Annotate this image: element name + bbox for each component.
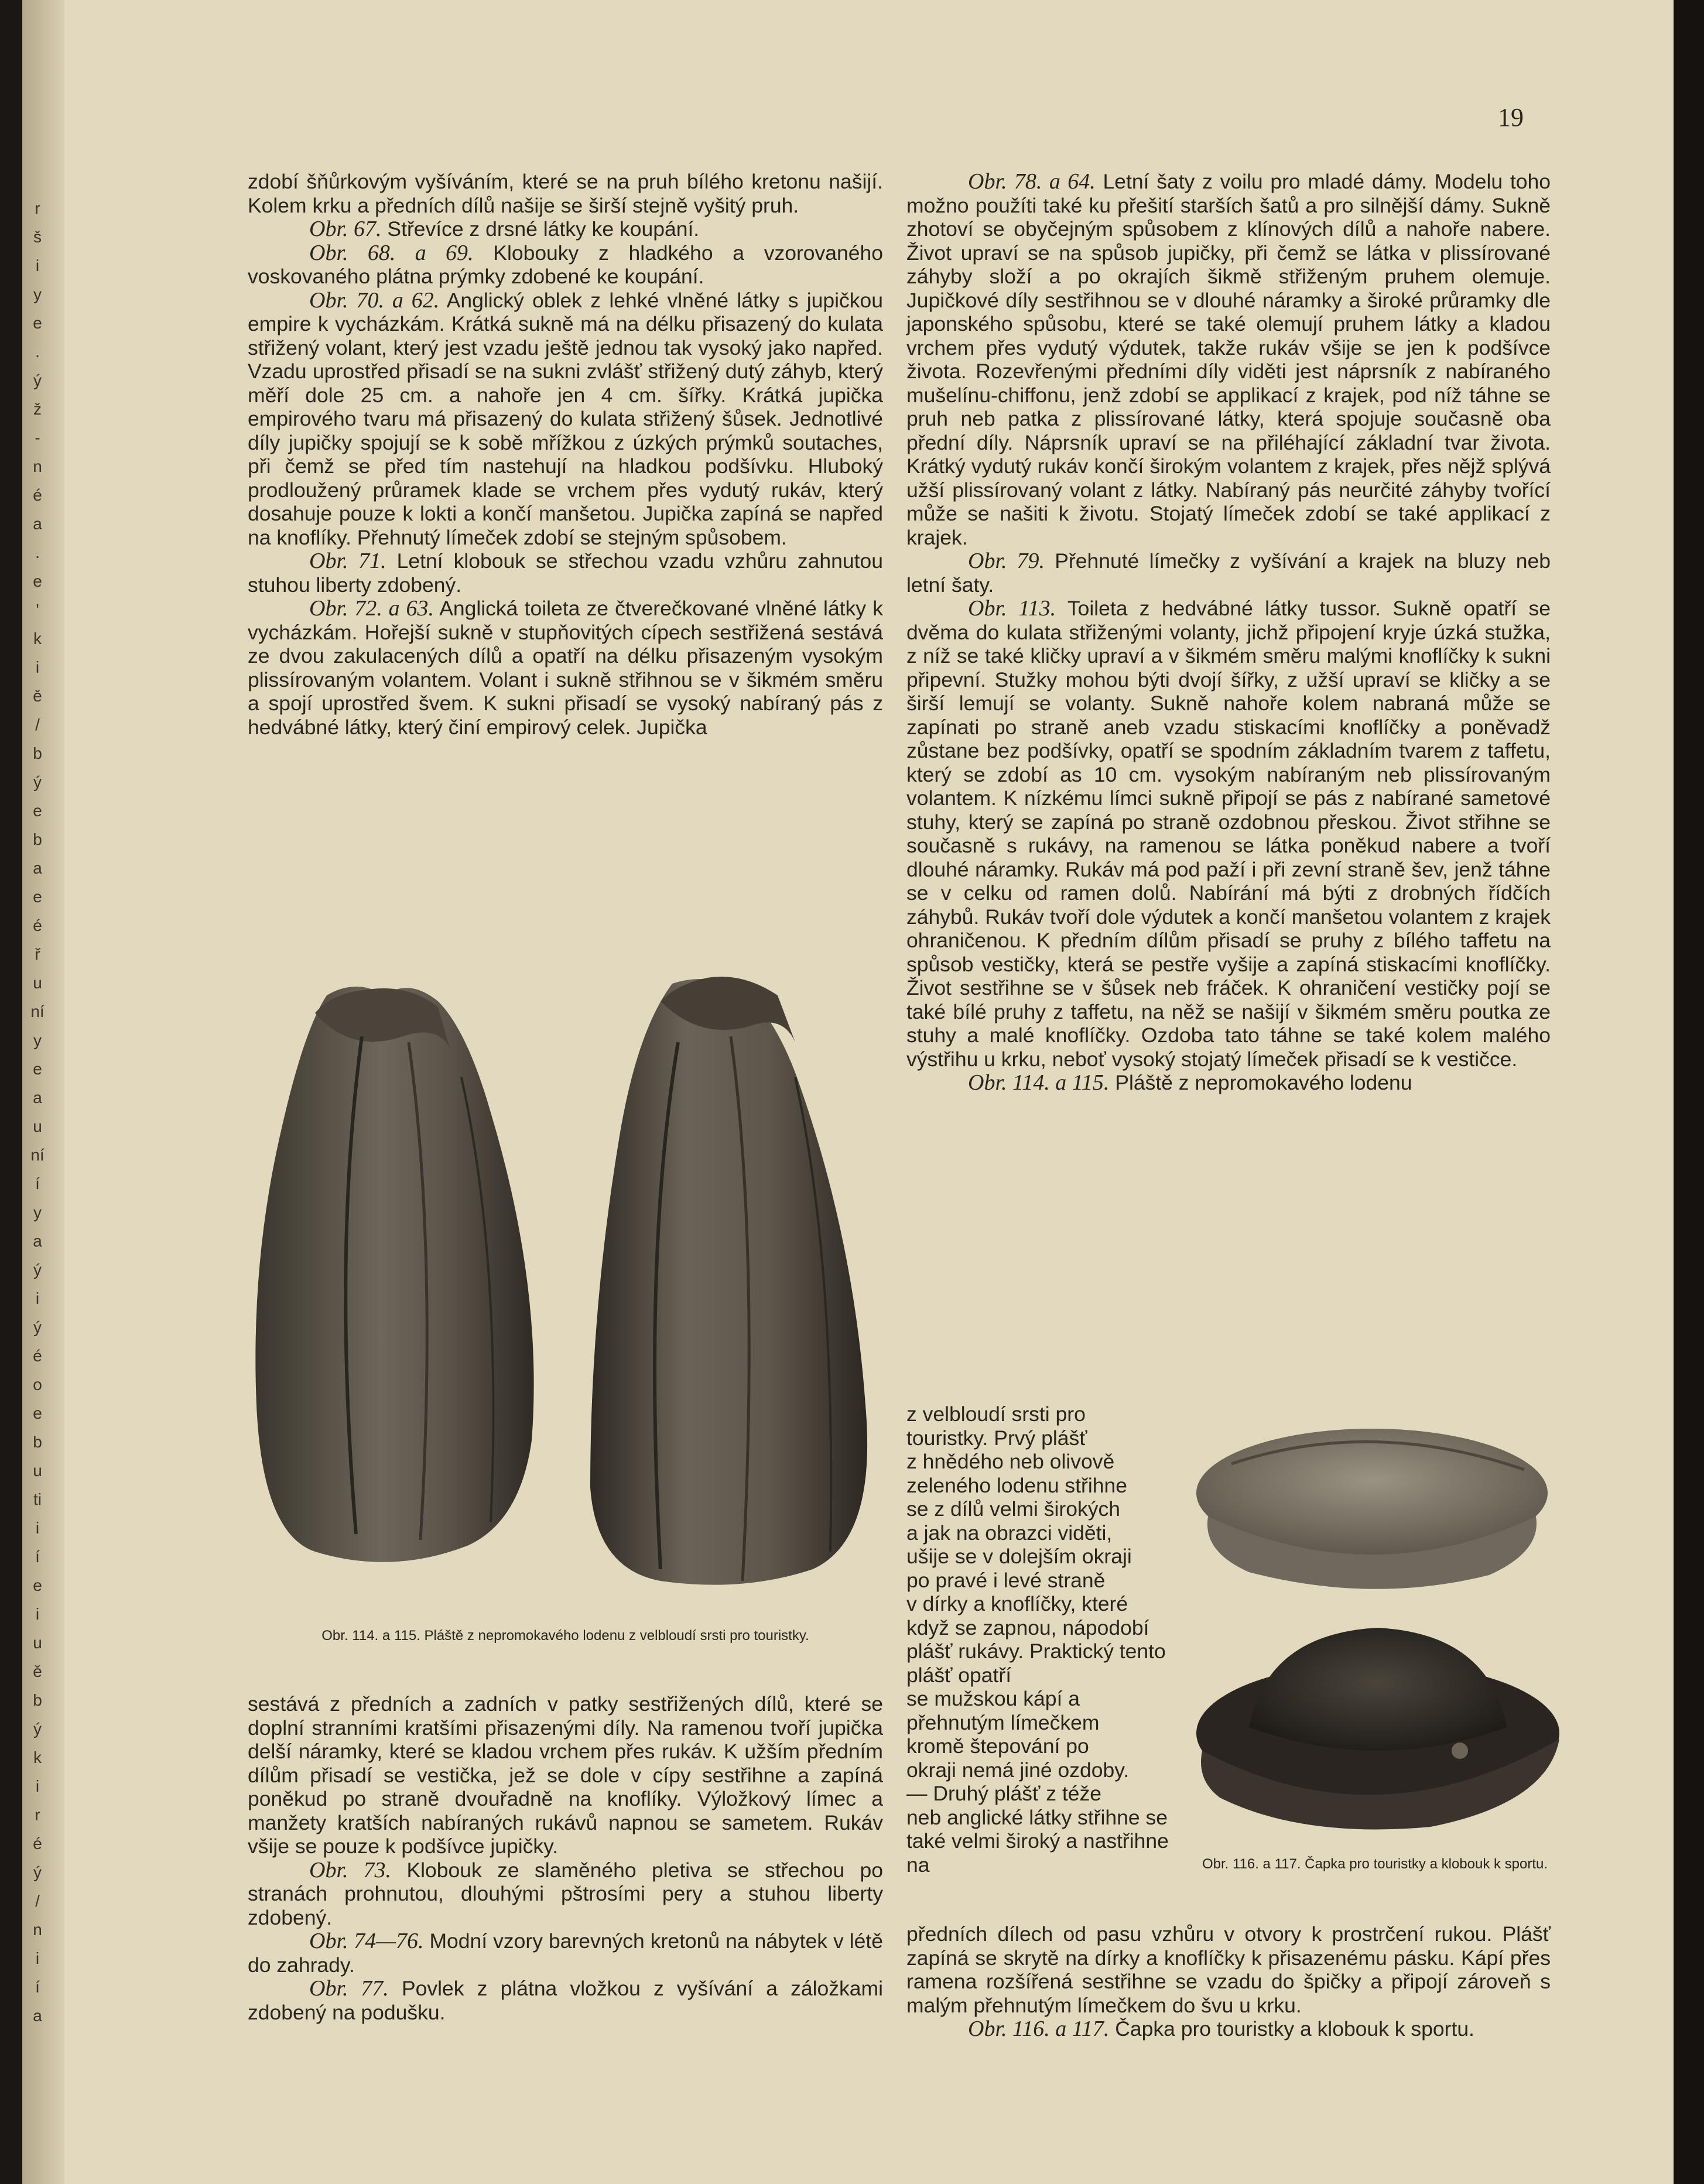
gutter-letter: e (33, 802, 42, 820)
wrap-line: když se zapnou, nápodobí plášť rukávy. Praktický tento plášť opatří (906, 1615, 1166, 1687)
gutter-letter: r (35, 1806, 40, 1824)
figure-ref: Obr. 78. a 64. (968, 169, 1096, 194)
wrap-line: se mužskou kápí a přehnutým límečkem (906, 1687, 1100, 1734)
gutter-letter: i (35, 1605, 40, 1623)
gutter-letter: b (33, 744, 42, 762)
gutter-letter: - (35, 429, 40, 447)
left-column-top (248, 170, 883, 739)
left-column-bottom (248, 1692, 883, 2024)
gutter-letter: ě (33, 1662, 42, 1680)
gutter-letter: u (33, 1634, 42, 1652)
paragraph-obr-77: Obr. 77. Povlek z plátna vložkou z vyšívání a záložkami zdobený na podušku. (248, 1976, 883, 2024)
magazine-page (22, 0, 1674, 2184)
figure-ref: Obr. 68. a 69. (309, 240, 474, 265)
wrap-line: — Druhý plášť z téže (906, 1782, 1101, 1805)
gutter-letter: i (35, 658, 40, 676)
wrap-line: okraji nemá jiné ozdoby. (906, 1758, 1130, 1782)
gutter-letter: y (33, 1203, 42, 1221)
gutter-letter: ř (35, 945, 40, 963)
gutter-letter: r (35, 199, 40, 217)
gutter-letter: é (33, 916, 42, 934)
figure-ref: Obr. 74—76. (309, 1929, 424, 1953)
paragraph-obr-71: Obr. 71. Letní klobouk se střechou vzadu vzhůru zahnutou stuhou liberty zdobený. (248, 549, 883, 597)
gutter-letter: e (33, 1060, 42, 1078)
paragraph-obr-74: Obr. 74—76. Modní vzory barevných kretonů na nábytek v létě do zahrady. (248, 1929, 883, 1977)
gutter-letter: e (33, 1404, 42, 1422)
gutter-letter: ý (33, 1863, 42, 1881)
gutter-letter: š (33, 228, 42, 246)
gutter-letter: e (33, 888, 42, 906)
capes-illustration (215, 960, 906, 1622)
paragraph-obr-79: Obr. 79. Přehnuté límečky z vyšívání a krajek na bluzy neb letní šaty. (906, 549, 1551, 597)
gutter-letter: é (33, 486, 42, 504)
capes-drawing (215, 960, 906, 1622)
gutter-letter: y (33, 1031, 42, 1049)
gutter-letter: o (33, 1375, 42, 1394)
figure-ref: Obr. 70. a 62. (309, 287, 440, 313)
gutter-letter: / (35, 1892, 40, 1910)
page-number: 19 (1498, 103, 1524, 132)
sport-hat (1196, 1628, 1559, 1829)
figure-ref: Obr. 71. (309, 549, 386, 573)
wrap-line: v dírky a knoflíčky, které (906, 1592, 1128, 1615)
gutter-letter: í (35, 1548, 40, 1566)
figure-ref: Obr. 113. (968, 596, 1056, 621)
gutter-letter: e (33, 314, 42, 332)
paragraph-obr-113: Obr. 113. Toileta z hedvábné látky tussor. Sukně opatří se dvěma do kulata střiženými volanty, jichž připojení kryje úzká stužka, z níž se také kličky upraví a v šikmém směru malými knoflíčky k sukni připevní. Stužky mohou býti dvojí šířky, z užší upraví se kličky a se širší lemují se volanty. Sukně nahoře kolem nabraná může se zapínati po straně aneb vzadu stiskacími knoflíčky a poněvadž zůstane bez podšívky, opatří se spodním základním tvarem z taffetu, který se zdobí as 10 cm. vysokým nabíraným neb plissírovaným volantem. K nízkému límci sukně připojí se pás z nabírané sametové stuhy, který se zapíná po straně ozdobnou přeskou. Život střihne se současně s rukávy, na ramenou se látka poněkud nabere a tvoří dlouhé náramky. Rukáv má pod paží i při zevní straně šev, jenž táhne se v celku od ramen dolů. Nabírání má býti z drobných řídčích záhybů. Rukáv tvoří dole výdutek a končí manšetou volantem z krajek ohraničenou. K předním dílům přisadí se pruhy z bílého taffetu na spůsob vestičky, která se pestře vyšije a zapíná stiskacími knoflíčky. Život sestřihne se v šůsek neb fráček. K ohraničení vestičky pojí se také bílé pruhy z taffetu, na něž se našijí v šikmém směru poutka ze stuhy a malé knoflíčky. Ozdoba tato táhne se také kolem malého výstřihu u krku, neboť vysoký stojatý límeček přisadí se k vestičce. (906, 596, 1551, 1071)
figure-ref: Obr. 114. a 115. (968, 1070, 1110, 1095)
gutter-letter: i (35, 1289, 40, 1307)
right-column (906, 170, 1551, 1095)
paragraph: zdobí šňůrkovým vyšíváním, které se na pruh bílého kretonu našijí. Kolem krku a předních dílů našije se širší stejně vyšitý pruh. (248, 170, 883, 217)
wrap-line: kromě štepování po (906, 1734, 1089, 1758)
touring-cap (1196, 1429, 1548, 1589)
gutter-letter: í (35, 1175, 40, 1193)
paragraph-obr-78: Obr. 78. a 64. Letní šaty z voilu pro mladé dámy. Modelu toho možno použíti také ku přešití starších šatů a pro silnější dámy. Sukně zhotoví se obyčejným spůsobem z klínových dílů a nahoře nabere. Život upraví se na spůsob jupičky, při čemž se látka v plissírované záhyby složí a po okrajích šikmě střiženým pruhem olemuje. Jupičkové díly sestřihnou se v dlouhé náramky a široké průramky dle japonského spůsobu, které se také olemují pruhem látky a kladou vrchem přes vydutý výdutek, takže rukáv všije se jen k podšívce života. Rozevřenými předními díly viděti jest náprsník z nabíraného mušelínu-chiffonu, jenž zdobí se applikací z krajek, pod níž táhne se pruh neb patka z plissírované látky, která spojuje současně oba přední díly. Náprsník upraví se na přiléhající základní tvar života. Krátký vydutý rukáv končí širokým volantem z krajek, přes nějž splývá užší plissírovaný volant z látky. Nabíraný pás neurčité záhyby tvořící může se našiti k životu. Stojatý límeček zdobí se také applikací z krajek. (906, 169, 1551, 549)
gutter-letter: ě (33, 687, 42, 705)
wrap-line: po pravé i levé straně (906, 1568, 1106, 1592)
figure-ref: Obr. 116. a 117. (968, 2017, 1110, 2041)
gutter-letter: ní (30, 1146, 45, 1164)
gutter-letter: . (35, 343, 40, 361)
gutter-letter: / (35, 716, 40, 734)
gutter-letter: ý (33, 773, 42, 791)
figure-ref: Obr. 67. (309, 217, 382, 241)
hats-wrap-text (906, 1402, 1182, 1877)
paragraph-obr-70: Obr. 70. a 62. Anglický oblek z lehké vlněné látky s jupičkou empire k vycházkám. Krátká sukně má na délku přisazený do kulata střižený volant, který jest vzadu ještě jednou tak vysoký jako napřed. Vzadu uprostřed přisadí se na sukni zvlášť střižený dutý záhyb, který měří dole 25 cm. a nahoře jen 4 cm. šířky. Krátká jupička empirového tvaru má přisazený do kulata střižený šůsek. Jednotlivé díly jupičky spojují se k sobě mřížkou z úzkých prýmků soutaches, při čemž se před tím nastehují na hladkou podšívku. Hluboký prodloužený průramek klade se vrchem přes vydutý rukáv, který dosahuje pouze k lokti a končí manšetou. Jupička zapíná se napřed na knoflíky. Přehnutý límeček zdobí se stejným spůsobem. (248, 287, 883, 549)
wrap-line: a jak na obrazci viděti, (906, 1521, 1113, 1545)
gutter-letter: n (33, 457, 42, 475)
wrap-line: touristky. Prvý plášť (906, 1426, 1087, 1450)
gutter-letter: é (33, 1347, 42, 1365)
paragraph-obr-68: Obr. 68. a 69. Klobouky z hladkého a vzorovaného voskovaného plátna prýmky zdobené ke koupání. (248, 240, 883, 288)
gutter-letter: . (35, 543, 40, 562)
figure-ref: Obr. 73. (309, 1857, 392, 1882)
hats-drawing (1185, 1423, 1571, 1844)
gutter-letter: é (33, 1834, 42, 1853)
gutter-letter: u (33, 1461, 42, 1480)
gutter-letter: ž (33, 400, 42, 418)
paragraph-obr-116: Obr. 116. a 117. Čapka pro touristky a klobouk k sportu. (968, 2017, 1474, 2041)
paragraph: sestává z předních a zadních v patky sestřižených dílů, které se doplní stranními kratšími přisazenými díly. Na ramenou tvoří jupička delší náramky, které se kladou vrchem přes rukáv. K užším předním dílům přisadí se vestička, jež se dole v cípy sestřihne a zapíná poněkud po straně dvouřadně na knoflíky. Výložkový límec a manžety kratších nabíraných rukávů napnou se sametem. Rukáv všije se pouze k podšívce jupičky. (248, 1692, 883, 1858)
gutter-letter: k (33, 1748, 42, 1767)
gutter-letter: ti (33, 1490, 42, 1508)
gutter-letter: a (33, 859, 42, 877)
figure-ref: Obr. 77. (309, 1976, 389, 2001)
gutter-letter: i (35, 256, 40, 275)
wrap-line: zeleného lodenu střihne (906, 1473, 1127, 1497)
gutter-letter: e (33, 572, 42, 590)
wrap-line: se z dílů velmi širokých (906, 1497, 1120, 1521)
gutter-letter: n (33, 1921, 42, 1939)
gutter-letter: b (33, 830, 42, 848)
wrap-line: neb anglické látky střihne se také velmi široký a nastřihne na (906, 1805, 1169, 1877)
gutter-letter: y (33, 285, 42, 303)
gutter-letter: ní (30, 1002, 45, 1021)
gutter-letter: i (35, 1777, 40, 1795)
gutter-letter: a (33, 2007, 42, 2025)
gutter-letter: k (33, 629, 42, 648)
gutter-letter: ý (33, 371, 42, 389)
gutter-letter: a (33, 515, 42, 533)
gutter-letter: ý (33, 1261, 42, 1279)
wrap-line: z velbloudí srsti pro (906, 1402, 1086, 1426)
wrap-line: ušije se v dolejším okraji (906, 1545, 1132, 1568)
page-edge-shadow (1674, 0, 1704, 2184)
paragraph: předních dílech od pasu vzhůru v otvory k prostrčení rukou. Plášť zapíná se skrytě na dírky a knoflíčky k přisazenému pásku. Kápí přes ramena rozšířená sestřihne se vzadu do špičky a připojí zároveň s malým přehnutým límečkem do švu u krku. (906, 1922, 1551, 2017)
hats-caption: Obr. 116. a 117. Čapka pro touristky a klobouk k sportu. (1202, 1856, 1548, 1872)
gutter-letter: u (33, 1117, 42, 1135)
gutter-letter: b (33, 1691, 42, 1709)
gutter-letter: ý (33, 1318, 42, 1336)
right-column-bottom (906, 1922, 1551, 2041)
gutter-letter: a (33, 1232, 42, 1250)
cape-right (590, 979, 867, 1585)
paragraph-obr-73: Obr. 73. Klobouk ze slaměného pletiva se střechou po stranách prohnutou, dlouhými pštrosími pery a stuhou liberty zdobený. (248, 1857, 883, 1929)
wrap-line: z hnědého neb olivově (906, 1450, 1115, 1473)
figure-ref: Obr. 79. (968, 549, 1045, 573)
gutter-letter: a (33, 1088, 42, 1107)
facing-page-gutter (22, 0, 64, 2184)
hats-illustration (1185, 1423, 1571, 1844)
gutter-letter: ' (36, 601, 39, 619)
paragraph-obr-114: Obr. 114. a 115. Pláště z nepromokavého lodenu (968, 1070, 1412, 1095)
gutter-letter: i (35, 1949, 40, 1967)
gutter-letter: b (33, 1433, 42, 1451)
gutter-letter: i (35, 1519, 40, 1537)
capes-caption: Obr. 114. a 115. Pláště z nepromokavého lodenu z velbloudí srsti pro touristky. (321, 1628, 809, 1644)
paragraph-obr-72: Obr. 72. a 63. Anglická toileta ze čtverečkované vlněné látky k vycházkám. Hořejší sukně v stupňovitých cípech sestřižená sestává ze dvou zakulacených dílů a opatří na délku přisazeným vysokým plissírovaným volantem. Volant i sukně střihnou se v šikmém směru a spojí uprostřed švem. K sukni přisadí se vysoký nabíraný pás z hedvábné látky, který činí empirový celek. Jupička (248, 596, 883, 739)
paragraph-obr-67: Obr. 67. Střevíce z drsné látky ke koupání. (309, 217, 700, 241)
figure-ref: Obr. 72. a 63. (309, 596, 434, 621)
gutter-letter: u (33, 974, 42, 992)
gutter-letter: í (35, 1978, 40, 1996)
gutter-letter: e (33, 1576, 42, 1594)
gutter-letter: ý (33, 1720, 42, 1738)
